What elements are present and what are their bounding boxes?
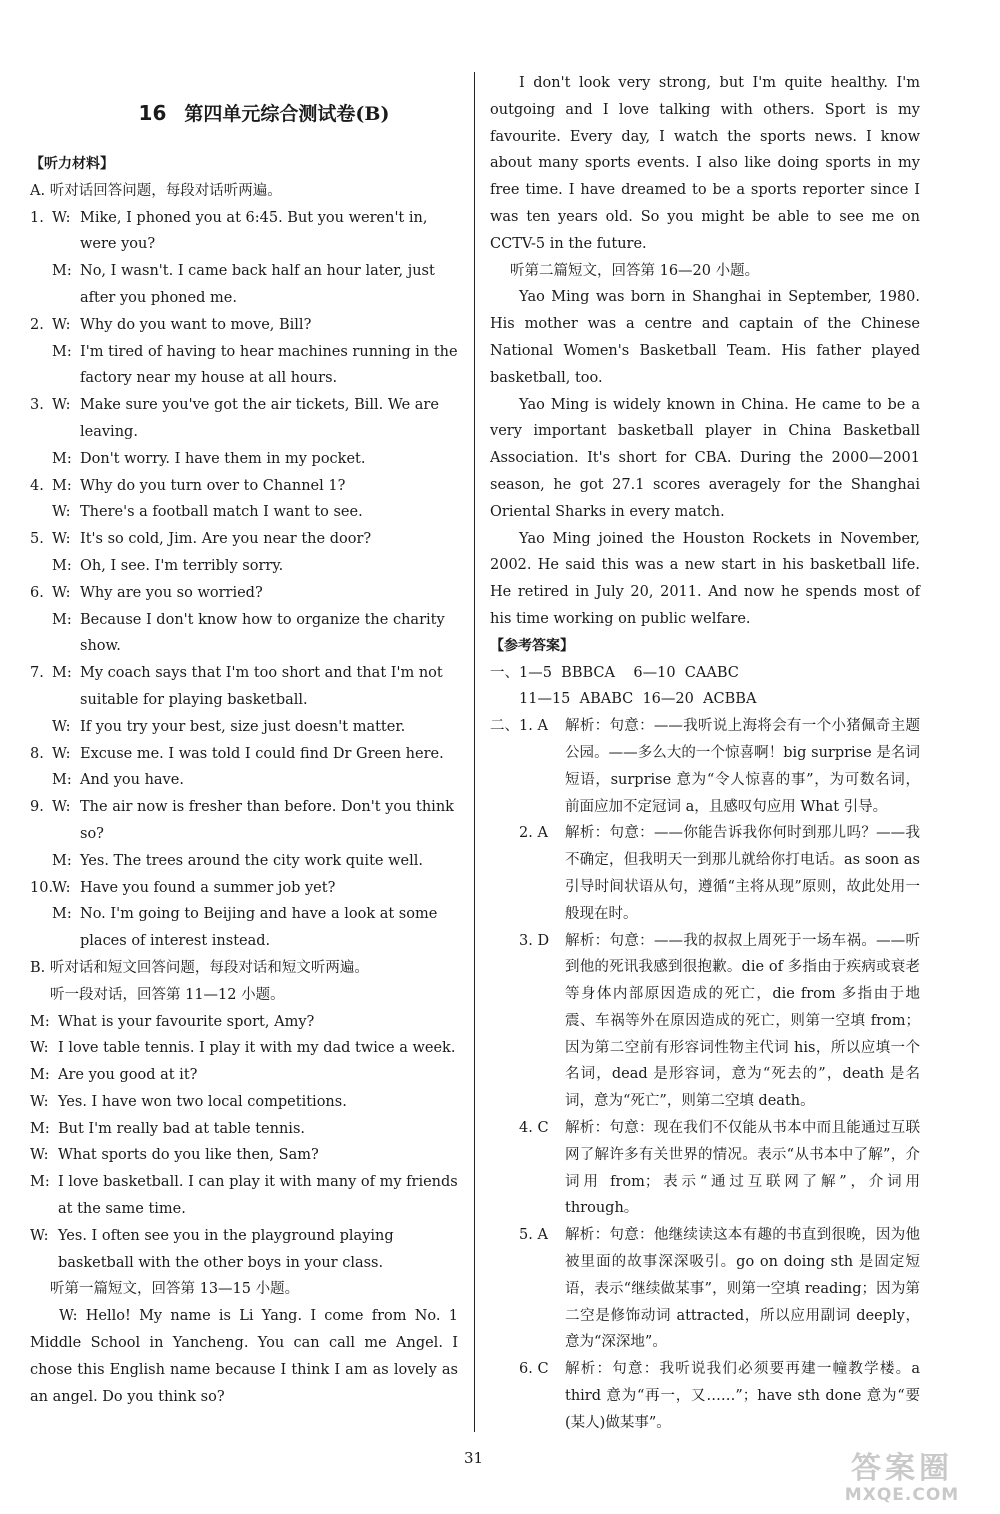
dialogue-line xyxy=(30,553,458,580)
conversation-text: Yes. I have won two local competitions. xyxy=(58,1093,347,1110)
dialogue-text: And you have. xyxy=(80,772,184,789)
speaker: M: xyxy=(52,852,72,869)
passage-two xyxy=(490,284,920,632)
watermark-logo xyxy=(832,1452,972,1504)
dialogue-text: Make sure you've got the air tickets, Bill. We are leaving. xyxy=(80,397,439,440)
conversation-line xyxy=(30,1009,458,1036)
column-divider xyxy=(474,72,475,1432)
dialogue-line xyxy=(30,741,458,768)
dialogue-text: Mike, I phoned you at 6:45. But you weren't in, were you? xyxy=(80,209,428,253)
dialogue-line xyxy=(30,526,458,553)
dialogue-line xyxy=(30,258,458,312)
speaker: W: xyxy=(52,397,71,414)
speaker: M: xyxy=(52,665,72,682)
dialogue-text: Why do you want to move, Bill? xyxy=(80,316,312,333)
dialogue-number: 4. xyxy=(30,477,44,494)
conversation-line xyxy=(30,1169,458,1223)
conversation-line xyxy=(30,1142,458,1169)
dialogue-line xyxy=(30,339,458,393)
dialogue-line xyxy=(30,714,458,741)
dialogue-text: Don't worry. I have them in my pocket. xyxy=(80,450,366,467)
part2-label: 二、 xyxy=(490,718,519,735)
answer-explanation: 解析：句意：我听说我们必须要再建一幢教学楼。a third 意为“再一，又……”；have sth done 意为“要(某人)做某事”。 xyxy=(565,1361,920,1431)
dialogue-number: 6. xyxy=(30,584,44,601)
dialogue-text: My coach says that I'm too short and that I'm not suitable for playing basketball. xyxy=(80,665,443,708)
dialogue-line xyxy=(30,392,458,446)
dialogue-text: If you try your best, size just doesn't matter. xyxy=(80,718,406,735)
listening-heading: 【听力材料】 xyxy=(30,156,114,172)
conversation-text: I love table tennis. I play it with my dad twice a week. xyxy=(58,1040,456,1057)
speaker: M: xyxy=(52,450,72,467)
dialogue-line xyxy=(30,446,458,473)
answer-number: 4. C xyxy=(519,1120,549,1137)
dialogue-number: 7. xyxy=(30,665,44,682)
speaker: W: xyxy=(52,531,71,548)
answer-explanation: 解析：句意：——你能告诉我你何时到那儿吗？——我不确定，但我明天一到那儿就给你打电话。as soon as 引导时间状语从句，遵循“主将从现”原则，故此处用一般现在时。 xyxy=(565,825,920,922)
passage-paragraph: Yao Ming joined the Houston Rockets in November, 2002. He said this was a new start in his basketball life. He retired in July 20, 2011. And now he spends most of his time working on public welfare. xyxy=(490,530,920,627)
dialogue-list xyxy=(30,205,458,955)
speaker: M: xyxy=(52,263,72,280)
conversation-text: I love basketball. I can play it with many of my friends at the same time. xyxy=(58,1174,458,1218)
dialogue-line xyxy=(30,607,458,661)
right-column xyxy=(490,70,920,1437)
conversation-text: Yes. I often see you in the playground playing basketball with the other boys in your class. xyxy=(58,1227,394,1271)
speaker: W: xyxy=(52,209,71,226)
dialogue-text: Yes. The trees around the city work quite well. xyxy=(80,852,423,869)
part1-label: 一、 xyxy=(490,664,519,681)
dialogue-text: It's so cold, Jim. Are you near the door? xyxy=(80,531,372,548)
partB-sub1: 听一段对话，回答第 11—12 小题。 xyxy=(50,986,285,1003)
unit-number: 16 xyxy=(138,101,167,125)
dialogue-line xyxy=(30,901,458,955)
answer-number: 2. A xyxy=(519,825,548,842)
speaker: M: xyxy=(30,1174,50,1191)
dialogue-text: Why are you so worried? xyxy=(80,584,263,601)
answer-explanations xyxy=(519,713,920,1437)
conversation-line xyxy=(30,1062,458,1089)
mcq-answers-line1: 1—5 BBBCA 6—10 CAABC xyxy=(519,664,739,681)
dialogue-text: Excuse me. I was told I could find Dr Green here. xyxy=(80,745,444,762)
answer-explanation: 解析：句意：——我听说上海将会有一个小猪佩奇主题公园。——多么大的一个惊喜啊！big surprise 是名词短语，surprise 意为“令人惊喜的事”，为可数名词，前面应加不定冠词 a，且感叹句应用 What 引导。 xyxy=(565,718,920,815)
dialogue-number: 10. xyxy=(30,879,54,896)
unit-title: 第四单元综合测试卷(B) xyxy=(184,103,390,125)
speaker: M: xyxy=(52,477,72,494)
dialogue-text: Because I don't know how to organize the charity show. xyxy=(80,611,445,655)
speaker: W: xyxy=(30,1227,49,1244)
speaker: M: xyxy=(52,772,72,789)
dialogue-text: Have you found a summer job yet? xyxy=(80,879,336,896)
answer-item xyxy=(519,1222,920,1356)
answer-explanation: 解析：句意：现在我们不仅能从书本中而且能通过互联网了解许多有关世界的情况。表示“从书本中了解”，介词用 from；表示“通过互联网了解”，介词用 through。 xyxy=(565,1120,920,1217)
page-number: 31 xyxy=(464,1449,484,1467)
dialogue-text: I'm tired of having to hear machines running in the factory near my house at all hours. xyxy=(80,343,458,387)
dialogue-number: 2. xyxy=(30,316,44,333)
watermark-site: MXQE.COM xyxy=(844,1485,960,1505)
passage-paragraph: Yao Ming is widely known in China. He came to be a very important basketball player in China Basketball Association. It's short for CBA. During the 2000—2001 season, he got 27.1 scores averagely for the Shanghai Oriental Sharks in every match. xyxy=(490,396,920,520)
speaker: M: xyxy=(30,1013,50,1030)
passage-paragraph: W: Hello! My name is Li Yang. I come from No. 1 Middle School in Yancheng. You can call me Angel. I chose this English name because I think I am as lovely as an angel. Do you think so? xyxy=(30,1308,458,1405)
dialogue-line xyxy=(30,875,458,902)
speaker: M: xyxy=(52,343,72,360)
conversation-line xyxy=(30,1035,458,1062)
answer-number: 1. A xyxy=(519,718,548,735)
speaker: W: xyxy=(52,584,71,601)
answer-item xyxy=(519,1356,920,1436)
dialogue-line xyxy=(30,312,458,339)
passage-one xyxy=(30,1303,458,1410)
speaker: W: xyxy=(30,1147,49,1164)
dialogue-number: 5. xyxy=(30,531,44,548)
mcq-answers-line2: 11—15 ABABC 16—20 ACBBA xyxy=(519,691,757,708)
answer-item xyxy=(519,1115,920,1222)
conversation-text: Are you good at it? xyxy=(58,1067,198,1084)
left-column xyxy=(30,70,458,1410)
dialogue-text: Why do you turn over to Channel 1? xyxy=(80,477,346,494)
conversation xyxy=(30,1009,458,1277)
speaker: W: xyxy=(52,316,71,333)
dialogue-number: 9. xyxy=(30,799,44,816)
speaker: W: xyxy=(30,1093,49,1110)
answer-number: 3. D xyxy=(519,932,550,949)
passage-one-continued xyxy=(490,70,920,258)
conversation-line xyxy=(30,1116,458,1143)
speaker: W: xyxy=(52,718,71,735)
answer-item xyxy=(519,713,920,820)
speaker: W: xyxy=(52,745,71,762)
dialogue-text: There's a football match I want to see. xyxy=(80,504,363,521)
conversation-line xyxy=(30,1223,458,1277)
dialogue-number: 3. xyxy=(30,397,44,414)
speaker: W: xyxy=(52,799,71,816)
answers-heading: 【参考答案】 xyxy=(490,637,574,654)
answer-number: 5. A xyxy=(519,1227,548,1244)
dialogue-text: Oh, I see. I'm terribly sorry. xyxy=(80,557,284,574)
answer-explanation: 解析：句意：他继续读这本有趣的书直到很晚，因为他被里面的故事深深吸引。go on doing sth 是固定短语，表示“继续做某事”，则第一空填 reading；因为第二空是修饰动词 attracted，所以应用副词 deeply，意为“深深地”。 xyxy=(565,1227,920,1351)
partB-sub2: 听第一篇短文，回答第 13—15 小题。 xyxy=(50,1281,300,1298)
partA-instruction: A. 听对话回答问题，每段对话听两遍。 xyxy=(30,182,282,199)
speaker: W: xyxy=(52,879,71,896)
partB-sub3: 听第二篇短文，回答第 16—20 小题。 xyxy=(510,262,760,279)
conversation-text: But I'm really bad at table tennis. xyxy=(58,1120,305,1137)
conversation-text: What is your favourite sport, Amy? xyxy=(58,1013,315,1030)
conversation-line xyxy=(30,1089,458,1116)
speaker: M: xyxy=(30,1120,50,1137)
answers-part1 xyxy=(490,660,920,714)
dialogue-text: No, I wasn't. I came back half an hour later, just after you phoned me. xyxy=(80,263,435,306)
answer-item xyxy=(519,820,920,927)
dialogue-text: No. I'm going to Beijing and have a look at some places of interest instead. xyxy=(80,906,438,950)
speaker: W: xyxy=(52,504,71,521)
dialogue-number: 1. xyxy=(30,209,44,226)
dialogue-line xyxy=(30,767,458,794)
speaker: M: xyxy=(52,557,72,574)
speaker: M: xyxy=(52,906,72,923)
watermark-text: 答案圈 xyxy=(851,1451,953,1486)
conversation-text: What sports do you like then, Sam? xyxy=(58,1147,319,1164)
speaker: M: xyxy=(30,1067,50,1084)
dialogue-line xyxy=(30,205,458,259)
answer-number: 6. C xyxy=(519,1361,549,1378)
dialogue-text: The air now is fresher than before. Don't you think so? xyxy=(80,799,454,842)
answer-item xyxy=(519,928,920,1116)
dialogue-line xyxy=(30,794,458,848)
dialogue-number: 8. xyxy=(30,745,44,762)
speaker: M: xyxy=(52,611,72,628)
partB-instruction: B. 听对话和短文回答问题，每段对话和短文听两遍。 xyxy=(30,959,369,976)
speaker: W: xyxy=(30,1040,49,1057)
answer-explanation: 解析：句意：——我的叔叔上周死于一场车祸。——听到他的死讯我感到很抱歉。die of 多指由于疾病或衰老等身体内部原因造成的死亡，die from 多指由于地震、车祸等外在原因造成的死亡，则第一空填 from；因为第二空前有形容词性物主代词 his，所以应填一个名词，dead 是形容词，意为“死去的”，death 是名词，意为“死亡”，则第二空填 death。 xyxy=(565,932,920,1110)
page-title xyxy=(70,100,458,127)
passage-paragraph: I don't look very strong, but I'm quite healthy. I'm outgoing and I love talking with others. Sport is my favourite. Every day, I watch the sports news. I know about many sports events. I also like doing sports in my free time. I have dreamed to be a sports reporter since I was ten years old. So you might be able to see me on CCTV-5 in the future. xyxy=(490,75,920,252)
dialogue-line xyxy=(30,660,458,714)
dialogue-line xyxy=(30,580,458,607)
dialogue-line xyxy=(30,848,458,875)
passage-paragraph: Yao Ming was born in Shanghai in September, 1980. His mother was a centre and captain of the Chinese National Women's Basketball Team. His father played basketball, too. xyxy=(490,289,920,386)
dialogue-line xyxy=(30,473,458,500)
dialogue-line xyxy=(30,499,458,526)
answers-part2 xyxy=(490,713,920,1437)
